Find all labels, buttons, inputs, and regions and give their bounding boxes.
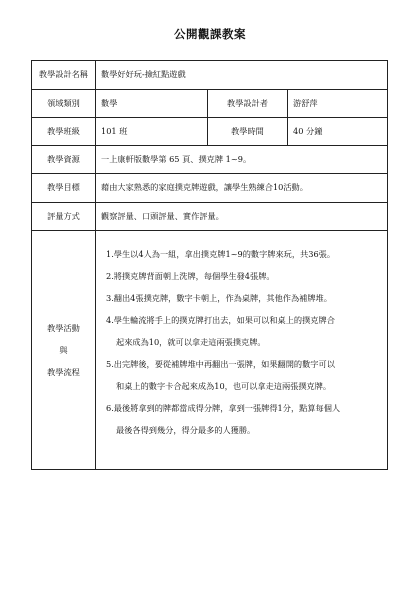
- activity-step-text: 5.出完牌後，要從補牌堆中再翻出一張牌，如果翻開的數字可以: [106, 359, 335, 369]
- assessment-label: 評量方式: [32, 203, 96, 231]
- activities-label-line1: 教學活動: [47, 322, 80, 333]
- time-label: 教學時間: [208, 118, 288, 146]
- activities-content: [96, 231, 388, 470]
- goal-label: 教學目標: [32, 174, 96, 203]
- lesson-plan-table: [31, 60, 388, 470]
- page-title: 公開觀課教案: [174, 27, 246, 41]
- time-value: 40 分鐘: [288, 118, 388, 146]
- resources-label: 教學資源: [32, 146, 96, 174]
- activity-step: [106, 243, 387, 265]
- activity-step: [106, 265, 387, 287]
- activity-step: [106, 353, 387, 397]
- domain-label: 領域類別: [32, 90, 96, 118]
- design-name-value: 數學好好玩-撿紅點遊戲: [96, 61, 388, 90]
- row-class: [32, 118, 388, 146]
- activity-step-continuation: 最後各得到幾分，得分最多的人獲勝。: [116, 425, 256, 435]
- designer-value: 游舒萍: [288, 90, 388, 118]
- row-assessment: [32, 203, 388, 231]
- class-label: 教學班級: [32, 118, 96, 146]
- activity-step-text: 1.學生以4人為一組，拿出撲克牌1~9的數字牌來玩，共36張。: [106, 249, 336, 259]
- activities-label-line2: 與: [59, 344, 68, 355]
- row-design-name: [32, 61, 388, 90]
- activities-label: [32, 231, 96, 470]
- activity-step-text: 4.學生輪流將手上的撲克牌打出去，如果可以和桌上的撲克牌合: [106, 315, 335, 325]
- assessment-value: 觀察評量、口頭評量、實作評量。: [96, 203, 388, 231]
- activity-step-text: 2.將撲克牌背面朝上洗牌，每個學生發4張牌。: [106, 271, 275, 281]
- design-name-label: 教學設計名稱: [32, 61, 96, 90]
- activity-step-continuation: 和桌上的數字卡合起來成為10，也可以拿走這兩張撲克牌。: [116, 381, 332, 391]
- domain-value: 數學: [96, 90, 208, 118]
- activity-steps-list: [96, 243, 387, 441]
- activity-step: [106, 287, 387, 309]
- activity-step: [106, 309, 387, 353]
- activities-label-line3: 教學流程: [47, 367, 80, 378]
- row-resources: [32, 146, 388, 174]
- goal-value: 藉由大家熟悉的家庭撲克牌遊戲，讓學生熟練合10活動。: [96, 174, 388, 203]
- class-value: 101 班: [96, 118, 208, 146]
- row-goal: [32, 174, 388, 203]
- designer-label: 教學設計者: [208, 90, 288, 118]
- resources-value: 一上康軒版數學第 65 頁、撲克牌 1~9。: [96, 146, 388, 174]
- activity-step-text: 6.最後將拿到的牌都當成得分牌，拿到一張牌得1分，點算每個人: [106, 403, 341, 413]
- row-activities: [32, 231, 388, 470]
- activity-step-text: 3.翻出4張撲克牌，數字卡朝上，作為桌牌，其他作為補牌堆。: [106, 293, 332, 303]
- activity-step: [106, 397, 387, 441]
- row-domain: [32, 90, 388, 118]
- activity-step-continuation: 起來成為10，就可以拿走這兩張撲克牌。: [116, 337, 266, 347]
